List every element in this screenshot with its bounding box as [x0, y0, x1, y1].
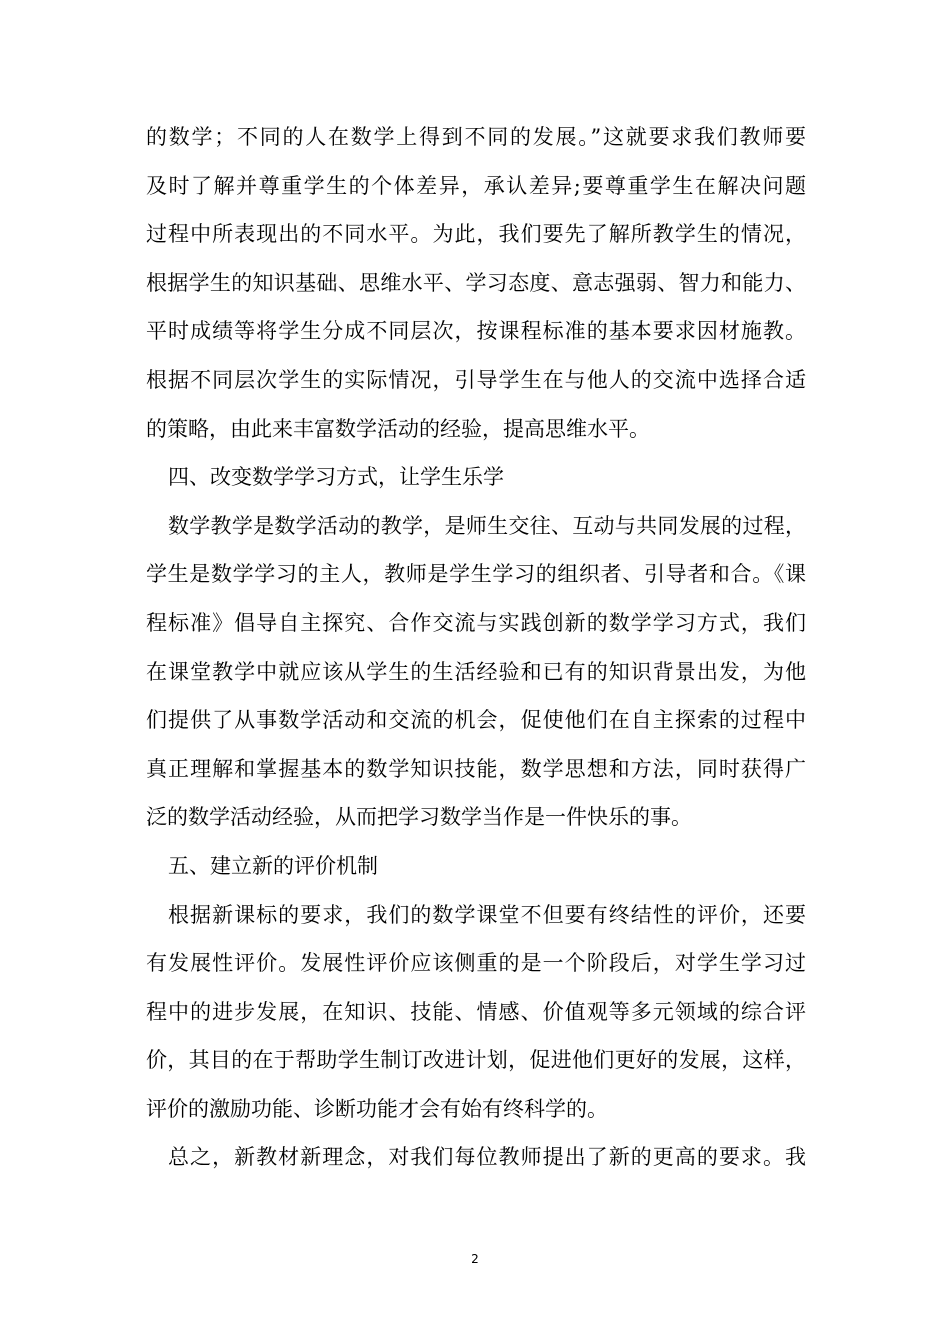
text-line: 价，其目的在于帮助学生制订改进计划，促进他们更好的发展，这样， — [146, 1048, 806, 1073]
body-text — [146, 113, 806, 1182]
text-line: 们提供了从事数学活动和交流的机会，促使他们在自主探索的过程中 — [146, 708, 806, 733]
text-line: 程标准》倡导自主探究、合作交流与实践创新的数学学习方式，我们 — [146, 610, 806, 635]
section-heading: 五、建立新的评价机制 — [168, 853, 378, 878]
page-number: 2 — [471, 1252, 479, 1266]
text-line: 过程中所表现出的不同水平。为此，我们要先了解所教学生的情况， — [146, 222, 806, 247]
text-line: 平时成绩等将学生分成不同层次，按课程标准的基本要求因材施教。 — [146, 319, 806, 344]
text-line: 在课堂教学中就应该从学生的生活经验和已有的知识背景出发，为他 — [146, 659, 806, 684]
text-line: 有发展性评价。发展性评价应该侧重的是一个阶段后，对学生学习过 — [146, 951, 806, 976]
text-line: 总之，新教材新理念，对我们每位教师提出了新的更高的要求。我 — [168, 1145, 806, 1170]
text-line: 的数学；不同的人在数学上得到不同的发展。”这就要求我们教师要 — [146, 125, 806, 149]
text-line: 学生是数学学习的主人，教师是学生学习的组织者、引导者和合。《课 — [146, 562, 806, 587]
text-line: 数学教学是数学活动的教学，是师生交往、互动与共同发展的过程， — [168, 513, 806, 538]
text-line: 的策略，由此来丰富数学活动的经验，提高思维水平。 — [146, 416, 650, 441]
text-line: 根据新课标的要求，我们的数学课堂不但要有终结性的评价，还要 — [168, 902, 806, 927]
text-line: 根据学生的知识基础、思维水平、学习态度、意志强弱、智力和能力、 — [146, 270, 806, 295]
text-line: 及时了解并尊重学生的个体差异，承认差异;要尊重学生在解决问题 — [146, 173, 806, 198]
text-line: 程中的进步发展，在知识、技能、情感、价值观等多元领域的综合评 — [146, 999, 806, 1024]
text-line: 真正理解和掌握基本的数学知识技能，数学思想和方法，同时获得广 — [146, 756, 806, 781]
section-heading: 四、改变数学学习方式，让学生乐学 — [168, 465, 504, 490]
text-line: 评价的激励功能、诊断功能才会有始有终科学的。 — [146, 1096, 608, 1121]
text-line: 根据不同层次学生的实际情况，引导学生在与他人的交流中选择合适 — [146, 367, 806, 392]
text-line: 泛的数学活动经验，从而把学习数学当作是一件快乐的事。 — [146, 805, 692, 830]
